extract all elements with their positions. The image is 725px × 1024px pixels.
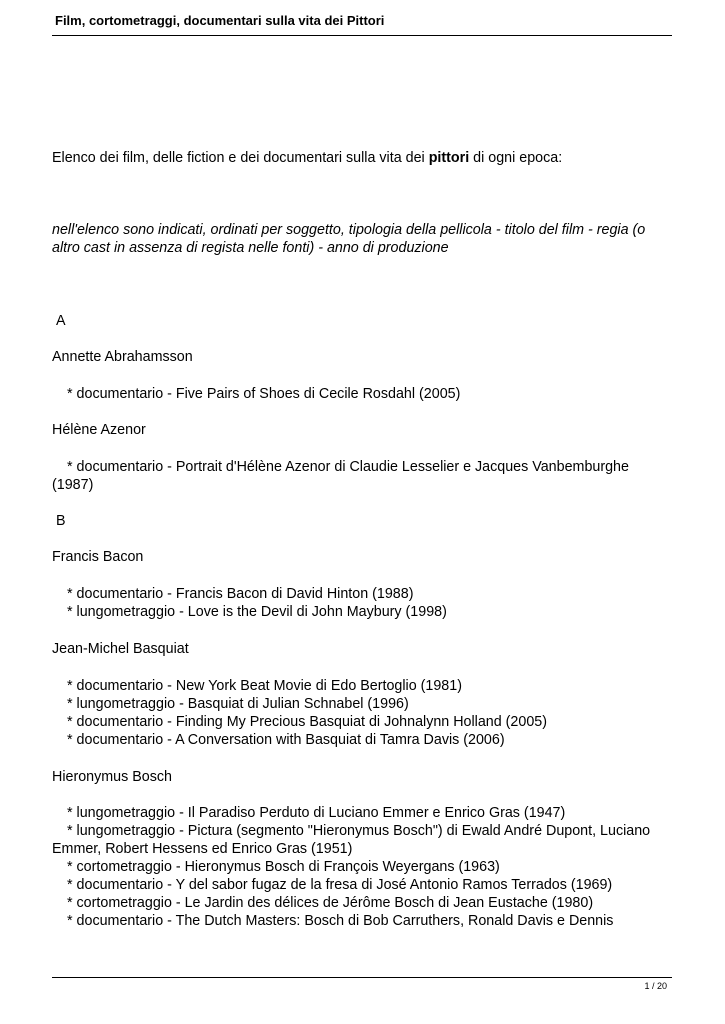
page-number: 1 / 20: [644, 981, 667, 991]
intro-bold-word: pittori: [428, 150, 470, 166]
header-divider: [52, 35, 672, 36]
painter-name: Hélène Azenor: [52, 422, 146, 438]
list-item: * lungometraggio - Basquiat di Julian Schnabel (1996): [67, 696, 409, 712]
section-letter-a: A: [56, 313, 66, 329]
footer-divider: [52, 977, 672, 978]
page-header-title: Film, cortometraggi, documentari sulla vita dei Pittori: [55, 13, 385, 28]
list-item: * documentario - Y del sabor fugaz de la fresa di José Antonio Ramos Terrados (1969): [67, 877, 613, 893]
list-item: * documentario - Portrait d'Hélène Azenor di Claudie Lesselier e Jacques Vanbemburghe (1987): [52, 459, 629, 493]
entry-list: [52, 458, 672, 494]
section-letter-b: B: [56, 513, 66, 529]
entry-list: [52, 804, 672, 930]
list-item: * lungometraggio - Il Paradiso Perduto di Luciano Emmer e Enrico Gras (1947): [67, 805, 566, 821]
list-item: * lungometraggio - Love is the Devil di John Maybury (1998): [67, 604, 447, 620]
list-item: * lungometraggio - Pictura (segmento "Hieronymus Bosch") di Ewald André Dupont, Luciano Emmer, Robert Hessens ed Enrico Gras (1951): [52, 823, 651, 857]
list-item: * cortometraggio - Le Jardin des délices de Jérôme Bosch di Jean Eustache (1980): [67, 895, 594, 911]
legend-note: nell'elenco sono indicati, ordinati per soggetto, tipologia della pellicola - titolo del film - regia (o altro cast in assenza di regista nelle fonti) - anno di produzione: [52, 222, 646, 256]
entry-list: [52, 585, 672, 621]
list-item: * documentario - Five Pairs of Shoes di Cecile Rosdahl (2005): [67, 386, 461, 402]
painter-name: Hieronymus Bosch: [52, 769, 172, 785]
intro-text-end: di ogni epoca:: [469, 150, 563, 166]
entry-list: [52, 677, 672, 749]
entry-list: [52, 385, 672, 403]
painter-name: Jean-Michel Basquiat: [52, 641, 189, 657]
painter-name: Francis Bacon: [52, 549, 144, 565]
list-item: * documentario - Finding My Precious Basquiat di Johnalynn Holland (2005): [67, 714, 547, 730]
painter-name: Annette Abrahamsson: [52, 349, 193, 365]
intro-paragraph: [52, 149, 672, 167]
intro-text: Elenco dei film, delle fiction e dei documentari sulla vita dei: [52, 150, 429, 166]
list-item: * documentario - The Dutch Masters: Bosch di Bob Carruthers, Ronald Davis e Dennis: [67, 913, 614, 929]
list-item: * documentario - Francis Bacon di David Hinton (1988): [67, 586, 414, 602]
list-item: * documentario - New York Beat Movie di Edo Bertoglio (1981): [67, 678, 462, 694]
list-item: * documentario - A Conversation with Basquiat di Tamra Davis (2006): [67, 732, 505, 748]
list-item: * cortometraggio - Hieronymus Bosch di François Weyergans (1963): [67, 859, 500, 875]
